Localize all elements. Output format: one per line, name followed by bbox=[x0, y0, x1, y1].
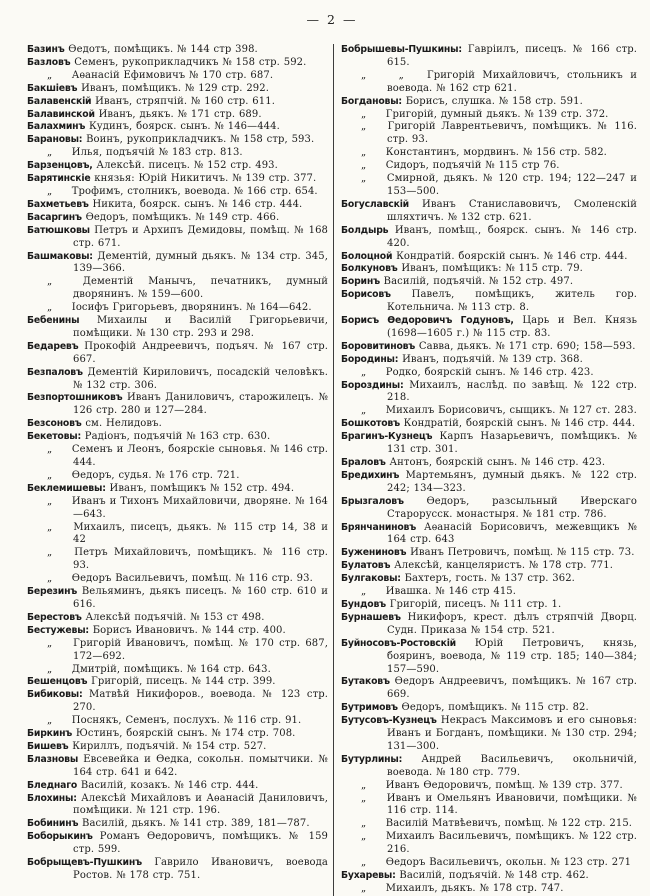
index-entry bbox=[341, 754, 637, 780]
entry-text: Илья, подъячій № 183 стр. 813. bbox=[71, 147, 243, 159]
index-entry bbox=[27, 483, 328, 496]
entry-headword: Батюшковы bbox=[27, 224, 90, 236]
index-entry bbox=[341, 289, 637, 315]
entry-text: Царь и Вел. Князь (1698—1605 г.) № 115 стр. 83. bbox=[387, 315, 638, 339]
index-entry bbox=[27, 173, 328, 186]
index-entry bbox=[27, 728, 328, 741]
entry-headword: Бестужевы: bbox=[27, 624, 89, 636]
ditto-mark: „ bbox=[361, 586, 366, 598]
entry-text: Василій, подъячій. № 148 стр. 462. bbox=[399, 870, 589, 881]
ditto-mark: „ „ bbox=[361, 69, 404, 81]
ditto-mark: „ bbox=[47, 276, 52, 288]
entry-headword: Балавенскій bbox=[27, 95, 92, 107]
ditto-mark: „ bbox=[361, 792, 366, 804]
index-entry bbox=[27, 83, 328, 96]
ditto-mark: „ bbox=[361, 366, 366, 378]
entry-text: Алексѣй. писецъ. № 152 стр. 493. bbox=[96, 160, 278, 172]
ditto-mark: „ bbox=[47, 69, 52, 81]
index-entry bbox=[341, 160, 637, 173]
index-entry bbox=[27, 96, 328, 109]
index-entry bbox=[27, 470, 328, 483]
entry-headword: Бакшіевъ bbox=[27, 82, 78, 94]
ditto-mark: „ bbox=[47, 185, 52, 197]
entry-text: Иванъ, помѣщ., боярск. сынъ. № 146 стр. 420. bbox=[387, 224, 638, 249]
entry-text: Григорій, писецъ. № 111 стр. 1. bbox=[389, 598, 562, 610]
entry-text: Кудинъ, боярск. сынъ. № 146—444. bbox=[88, 121, 280, 133]
entry-text: Радіонъ, подъячій № 163 стр. 630. bbox=[84, 431, 271, 443]
index-entry bbox=[341, 96, 637, 109]
entry-headword: Бурнашевъ bbox=[341, 611, 401, 623]
entry-headword: Безпаловъ bbox=[27, 366, 83, 378]
index-entry bbox=[341, 780, 637, 793]
entry-text: Ивашка. № 146 стр 415. bbox=[385, 586, 517, 598]
index-entry bbox=[341, 405, 637, 418]
entry-text: Вельяминъ, дьякъ писецъ. № 160 стр. 610 и 616. bbox=[73, 586, 329, 610]
index-entry bbox=[341, 715, 637, 754]
index-entry bbox=[27, 315, 328, 341]
entry-text: Григорій Михайловичъ, стольникъ и воевода. № 162 стр 621. bbox=[387, 69, 637, 94]
entry-text: Иванъ, подъячій. № 139 стр. 368. bbox=[402, 353, 583, 365]
index-column-right bbox=[334, 44, 637, 896]
entry-text: Петръ Михайловичъ, помѣщикъ. № 116 стр. 93. bbox=[73, 547, 328, 572]
entry-text: Трофимъ, столникъ, воевода. № 166 стр. 654. bbox=[71, 185, 318, 197]
entry-headword: Бужениновъ bbox=[341, 547, 407, 559]
ditto-mark: „ bbox=[47, 547, 52, 559]
index-entry bbox=[27, 147, 328, 160]
entry-headword: Бибиковы: bbox=[27, 689, 83, 701]
entry-headword: Бедаревъ bbox=[27, 340, 79, 352]
index-entry bbox=[27, 612, 328, 625]
entry-text: Иванъ Петровичъ, помѣщ. № 115 стр. 73. bbox=[410, 547, 635, 559]
ditto-mark: „ bbox=[47, 521, 52, 533]
entry-headword: Бутримовъ bbox=[341, 702, 398, 714]
entry-text: Дементій Манычъ, печатникъ, думный дворянинъ. № 159—600. bbox=[73, 276, 329, 301]
entry-headword: Басаргинъ bbox=[27, 211, 82, 223]
index-entry bbox=[341, 857, 637, 870]
index-entry bbox=[341, 225, 637, 251]
entry-text: см. Нелидовъ. bbox=[85, 418, 162, 430]
entry-text: Иванъ, помѣщикъ. № 129 стр. 292. bbox=[81, 82, 269, 94]
entry-headword: Березинъ bbox=[27, 586, 78, 598]
entry-headword: Бобрыщевъ-Пушкинъ bbox=[27, 857, 142, 869]
index-entry bbox=[27, 418, 328, 431]
entry-text: Михаилы и Василій Григорьевичи, помѣщики. № 130 стр. 293 и 298. bbox=[73, 315, 328, 339]
page-number: — 2 — bbox=[306, 12, 358, 27]
index-entry bbox=[341, 199, 637, 225]
entry-text: Юстинъ, боярскій сынъ. № 174 стр. 708. bbox=[75, 728, 296, 740]
entry-text: Сидоръ, подъячій № 115 стр 76. bbox=[385, 160, 560, 172]
ditto-mark: „ bbox=[361, 121, 366, 133]
entry-text: Михаилъ, писецъ, дьякъ. № 115 стр 14, 38 и 42 bbox=[73, 521, 328, 546]
index-entry bbox=[27, 302, 328, 315]
entry-text: Ѳедоръ, помѣщикъ. № 115 стр. 82. bbox=[401, 702, 589, 714]
ditto-mark: „ bbox=[47, 663, 52, 675]
index-entry bbox=[341, 380, 637, 406]
index-entry bbox=[341, 870, 637, 883]
index-entry bbox=[341, 496, 637, 522]
index-entry bbox=[27, 392, 328, 418]
index-entry bbox=[27, 676, 328, 689]
entry-headword: Бредихинъ bbox=[341, 469, 400, 481]
entry-headword: Богдановы: bbox=[341, 95, 402, 107]
entry-text: Михаилъ Васильевичъ, помѣщикъ. № 122 стр. 216. bbox=[386, 831, 637, 856]
entry-text: Аѳанасій Ефимовичъ № 170 стр. 687. bbox=[71, 69, 274, 81]
entry-headword: Барзенцовъ, bbox=[27, 160, 93, 172]
entry-text: Аѳанасій Борисовичъ, межевщикъ № 164 стр. 643 bbox=[387, 521, 638, 546]
entry-text: Иванъ, дьякъ. № 171 стр. 689. bbox=[98, 108, 262, 120]
entry-text: Никифоръ, крест. дѣлъ стряпчій Дворц. Судн. Приказа № 154 стр. 521. bbox=[387, 611, 638, 636]
index-entry bbox=[27, 367, 328, 393]
index-entry bbox=[27, 831, 328, 857]
entry-headword: Бобрышевы-Пушкины: bbox=[341, 44, 462, 55]
ditto-mark: „ bbox=[47, 715, 52, 727]
entry-text: Савва, дьякъ. № 171 стр. 690; 158—593. bbox=[418, 340, 636, 352]
entry-text: Иванъ и Омельянъ Ивановичи, помѣщики. № 116 стр. 114. bbox=[386, 792, 638, 817]
index-entry bbox=[341, 818, 637, 831]
entry-headword: Бородины: bbox=[341, 353, 399, 365]
ditto-mark: „ bbox=[47, 147, 52, 159]
index-entry bbox=[27, 199, 328, 212]
entry-text: Ѳедоръ Андреевичъ, помѣщикъ. № 167 стр. 669. bbox=[387, 676, 637, 701]
entry-text: Поснякъ, Семенъ, послухъ. № 116 стр. 91. bbox=[71, 715, 302, 727]
entry-headword: Борисовъ bbox=[341, 289, 391, 301]
entry-headword: Бутусовъ-Кузнецъ bbox=[341, 715, 437, 727]
index-entry bbox=[341, 702, 637, 715]
entry-headword: Бутурлины: bbox=[341, 753, 403, 765]
entry-text: Кондратій. боярскій сынъ. № 146 стр. 444. bbox=[396, 250, 628, 262]
entry-headword: Болкуновъ bbox=[341, 263, 398, 275]
index-entry bbox=[341, 573, 637, 586]
entry-headword: Безсоновъ bbox=[27, 418, 82, 430]
index-column-left bbox=[27, 44, 334, 896]
entry-headword: Балахминъ bbox=[27, 121, 86, 133]
entry-text: Петръ и Архипъ Демидовы, помѣщ. № 168 стр. 671. bbox=[73, 224, 328, 249]
index-entry bbox=[27, 109, 328, 122]
ditto-mark: „ bbox=[361, 160, 366, 172]
index-entry bbox=[27, 818, 328, 831]
entry-text: Михаилъ Борисовичъ, сыщикъ. № 127 ст. 283. bbox=[385, 405, 637, 417]
entry-headword: Буйносовъ-Ростовскій bbox=[341, 637, 456, 649]
ditto-mark: „ bbox=[47, 573, 52, 585]
entry-text: Бахтеръ, гость. № 137 стр. 362. bbox=[404, 573, 575, 585]
entry-text: Ѳедоръ, разсыльный Иверскаго Старорусск. монастыря. № 181 стр. 786. bbox=[387, 495, 637, 520]
entry-headword: Биркинъ bbox=[27, 728, 73, 740]
index-entry bbox=[341, 612, 637, 638]
index-entry bbox=[341, 560, 637, 573]
entry-headword: Бухаревы: bbox=[341, 870, 396, 881]
entry-text: Иванъ Ѳедоровичъ, помѣщ. № 139 стр. 377. bbox=[385, 779, 623, 791]
entry-text: Иванъ, помѣщикъ № 152 стр. 494. bbox=[109, 482, 295, 494]
entry-text: Ѳедоръ, помѣщикъ. № 149 стр. 466. bbox=[85, 211, 280, 223]
entry-text: Дементій, думный дьякъ. № 134 стр. 345, 139—366. bbox=[73, 250, 328, 275]
index-entry bbox=[27, 573, 328, 586]
entry-headword: Брызгаловъ bbox=[341, 495, 404, 507]
index-entry bbox=[27, 186, 328, 199]
index-entry bbox=[341, 315, 637, 341]
entry-text: Алексѣй, канцеляристъ. № 178 стр. 771. bbox=[394, 560, 613, 572]
entry-headword: Бекетовы: bbox=[27, 431, 81, 443]
entry-headword: Брагинъ-Кузнецъ bbox=[341, 431, 433, 443]
entry-headword: Бундовъ bbox=[341, 598, 386, 610]
index-entry bbox=[27, 496, 328, 522]
entry-text: Карпъ Назарьевичъ, помѣщикъ. № 131 стр. 301. bbox=[387, 431, 638, 456]
index-entry bbox=[341, 793, 637, 819]
entry-headword: Барятинскіе bbox=[27, 173, 91, 185]
index-entry bbox=[27, 212, 328, 225]
entry-headword: Бутаковъ bbox=[341, 676, 390, 688]
entry-headword: Богуславскій bbox=[341, 198, 409, 210]
entry-headword: Бороздины: bbox=[341, 379, 404, 391]
entry-text: Алексѣй Михайловъ и Аѳанасій Даниловичъ, помѣщики. № 121 стр. 196. bbox=[73, 792, 329, 817]
entry-text: Константинъ, мордвинъ. № 156 стр. 582. bbox=[385, 147, 607, 159]
index-entry bbox=[341, 367, 637, 380]
entry-text: Некрасъ Максимовъ и его сыновья: Иванъ и Богданъ, помѣщики. № 130 стр. 294; 131—300. bbox=[387, 715, 637, 752]
entry-headword: Боринъ bbox=[341, 276, 380, 288]
index-entry bbox=[341, 173, 637, 199]
index-entry bbox=[27, 431, 328, 444]
index-entry bbox=[341, 599, 637, 612]
entry-text: Михаилъ, наслѣд. по завѣщ. № 122 стр. 218. bbox=[387, 379, 637, 404]
index-entry bbox=[27, 793, 328, 819]
entry-text: Семенъ и Леонъ, боярскіе сыновья. № 146 стр. 444. bbox=[71, 444, 328, 468]
index-entry bbox=[341, 431, 637, 457]
index-entry bbox=[27, 780, 328, 793]
entry-headword: Блохины: bbox=[27, 792, 77, 804]
entry-headword: Берестовъ bbox=[27, 611, 82, 623]
entry-text: Кондратій, боярскій сынъ. № 146 стр. 444. bbox=[403, 418, 636, 430]
entry-text: князья: Юрій Никитичъ. № 139 стр. 377. bbox=[94, 173, 317, 185]
entry-text: Борисъ Ивановичъ. № 144 стр. 400. bbox=[92, 624, 286, 636]
entry-text: Ѳедоръ Васильевичъ, окольн. № 123 стр. 271 bbox=[385, 857, 632, 869]
index-entry bbox=[27, 522, 328, 548]
ditto-mark: „ bbox=[361, 818, 366, 830]
index-entry bbox=[341, 70, 637, 96]
ditto-mark: „ bbox=[361, 405, 366, 417]
entry-text: Смирной, дьякъ. № 120 стр. 194; 122—247 и 153—500. bbox=[386, 173, 637, 197]
entry-headword: Бебенины bbox=[27, 315, 80, 327]
entry-text: Григорій Ивановичъ, помѣщ. № 170 стр. 687, 172—692. bbox=[73, 637, 328, 662]
index-entry bbox=[27, 444, 328, 470]
index-columns bbox=[27, 44, 637, 896]
ditto-mark: „ bbox=[361, 779, 366, 791]
index-entry bbox=[27, 134, 328, 147]
index-entry bbox=[27, 121, 328, 134]
entry-text: Ѳедоръ, судья. № 176 стр. 721. bbox=[71, 469, 240, 481]
entry-text: Гавріилъ, писецъ. № 166 стр. 615. bbox=[387, 44, 637, 68]
index-entry bbox=[341, 263, 637, 276]
entry-headword: Базловъ bbox=[27, 56, 71, 68]
index-entry bbox=[341, 354, 637, 367]
entry-text: Иванъ, стряпчій. № 160 стр. 611. bbox=[95, 95, 275, 107]
ditto-mark: „ bbox=[361, 147, 366, 159]
index-entry bbox=[341, 121, 637, 147]
entry-text: Ѳедоръ Васильевичъ, помѣщ. № 116 стр. 93. bbox=[71, 573, 313, 585]
entry-headword: Барановы: bbox=[27, 134, 83, 146]
index-entry bbox=[27, 547, 328, 573]
entry-text: Иванъ и Тихонъ Михайловичи, дворяне. № 164—643. bbox=[71, 495, 328, 520]
index-entry bbox=[341, 341, 637, 354]
entry-text: Гаврило Ивановичъ, воевода Ростов. № 178 стр. 751. bbox=[73, 857, 328, 881]
index-entry bbox=[341, 418, 637, 431]
entry-headword: Боборыкинъ bbox=[27, 831, 93, 843]
index-entry bbox=[27, 57, 328, 70]
index-entry bbox=[341, 522, 637, 548]
entry-text: Матвѣй Никифоров., воевода. № 123 стр. 270. bbox=[73, 689, 328, 714]
entry-headword: Борисъ Ѳедоровичъ Годуновъ, bbox=[341, 315, 514, 327]
entry-text: Василій Матвѣевичъ, помѣщ. № 122 стр. 215. bbox=[385, 818, 633, 830]
index-entry bbox=[341, 44, 637, 70]
entry-headword: Бахметьевъ bbox=[27, 198, 89, 210]
index-entry bbox=[27, 625, 328, 638]
entry-headword: Булгаковы: bbox=[341, 573, 401, 585]
entry-headword: Боровитиновъ bbox=[341, 340, 416, 352]
index-entry bbox=[27, 160, 328, 173]
entry-headword: Базинъ bbox=[27, 44, 65, 55]
index-entry bbox=[341, 831, 637, 857]
index-entry bbox=[341, 109, 637, 122]
entry-text: Михаилъ, дьякъ. № 178 стр. 747. bbox=[385, 882, 564, 894]
entry-headword: Балавинской bbox=[27, 108, 95, 120]
ditto-mark: „ bbox=[47, 302, 52, 314]
entry-headword: Булатовъ bbox=[341, 560, 391, 572]
ditto-mark: „ bbox=[361, 857, 366, 869]
entry-text: Григорій Лаврентьевичъ, помѣщикъ. № 116. стр. 93. bbox=[387, 121, 637, 146]
index-entry bbox=[27, 276, 328, 302]
entry-text: Иванъ Даниловичъ, старожилецъ. № 126 стр. 280 и 127—284. bbox=[73, 392, 329, 417]
entry-headword: Безпортошниковъ bbox=[27, 392, 123, 404]
entry-text: Евсевейка и Ѳедка, сокольн. помытчики. № 164 стр. 641 и 642. bbox=[73, 753, 328, 778]
entry-text: Григорій, писецъ. № 144 стр. 399. bbox=[91, 676, 276, 688]
index-entry bbox=[341, 457, 637, 470]
ditto-mark: „ bbox=[47, 637, 52, 649]
entry-text: Родко, боярскій сынъ. № 146 стр. 423. bbox=[385, 366, 594, 378]
entry-text: Дмитрій, помѣщикъ. № 164 стр. 643. bbox=[71, 663, 271, 675]
index-entry bbox=[27, 664, 328, 677]
ditto-mark: „ bbox=[47, 444, 52, 456]
index-entry bbox=[341, 547, 637, 560]
entry-text: Василій, дьякъ. № 141 стр. 389, 181—787. bbox=[82, 818, 310, 830]
entry-headword: Беклемишевы: bbox=[27, 482, 106, 494]
ditto-mark: „ bbox=[361, 831, 366, 843]
index-entry bbox=[27, 586, 328, 612]
entry-text: Ѳедотъ, помѣщикъ. № 144 стр 398. bbox=[68, 44, 258, 55]
index-entry bbox=[341, 676, 637, 702]
entry-text: Василій, подъячій. № 152 стр. 497. bbox=[383, 276, 574, 288]
entry-text: Антонъ, боярскій сынъ. № 146 стр. 423. bbox=[389, 457, 606, 468]
ditto-mark: „ bbox=[361, 173, 366, 185]
ditto-mark: „ bbox=[361, 108, 366, 120]
entry-headword: Бешенцовъ bbox=[27, 676, 88, 688]
entry-headword: Брянчаниновъ bbox=[341, 521, 417, 533]
entry-text: Прокофій Андреевичъ, подъяч. № 167 стр. 667. bbox=[73, 340, 328, 365]
ditto-mark: „ bbox=[47, 469, 52, 481]
entry-text: Кириллъ, подъячій. № 154 стр. 527. bbox=[72, 740, 267, 752]
index-entry bbox=[27, 715, 328, 728]
entry-text: Иванъ Станиславовичъ, Смоленскій шляхтичъ. № 132 стр. 621. bbox=[387, 198, 637, 223]
index-entry bbox=[341, 147, 637, 160]
index-entry bbox=[27, 44, 328, 57]
index-entry bbox=[341, 883, 637, 896]
entry-text: Алексѣй подъячій. № 153 ст 498. bbox=[85, 611, 265, 623]
index-entry bbox=[27, 638, 328, 664]
entry-text: Иванъ, помѣщикъ: № 115 стр. 79. bbox=[401, 263, 583, 275]
index-entry bbox=[27, 689, 328, 715]
entry-headword: Браловъ bbox=[341, 457, 386, 468]
entry-text: Павелъ, помѣщикъ, житель гор. Котельнича. № 113 стр. 8. bbox=[387, 289, 638, 314]
entry-text: Семенъ, рукоприкладчикъ № 158 стр. 592. bbox=[74, 56, 307, 68]
entry-headword: Бошкотовъ bbox=[341, 418, 400, 430]
entry-headword: Бледнаго bbox=[27, 779, 78, 791]
entry-text: Дементій Кириловичъ, посадскій человѣкъ. № 132 стр. 306. bbox=[73, 366, 329, 391]
index-entry bbox=[27, 251, 328, 277]
ditto-mark: „ bbox=[361, 882, 366, 894]
index-entry bbox=[341, 470, 637, 496]
entry-text: Мартемьянъ, думный дьякъ. № 122 стр. 242; 134—323. bbox=[387, 469, 637, 494]
entry-text: Василій, козакъ. № 146 стр. 444. bbox=[80, 779, 259, 791]
entry-text: Никита, боярск. сынъ. № 146 стр. 444. bbox=[92, 198, 303, 210]
entry-text: Борисъ, слушка. № 158 стр. 591. bbox=[405, 95, 583, 107]
entry-text: Іосифъ Григорьевъ, дворянинъ. № 164—642. bbox=[71, 302, 312, 314]
entry-headword: Болоцной bbox=[341, 250, 393, 262]
entry-headword: Башмаковы: bbox=[27, 250, 93, 262]
index-entry bbox=[27, 341, 328, 367]
index-entry bbox=[27, 225, 328, 251]
entry-text: Воинъ, рукоприкладчикъ. № 158 стр, 593. bbox=[86, 134, 315, 146]
index-entry bbox=[341, 638, 637, 677]
index-entry bbox=[27, 857, 328, 883]
entry-headword: Блазновы bbox=[27, 753, 79, 765]
entry-text: Юрій Петровичъ, князь, бояринъ, воевода, № 119 стр. 185; 140—384; 157—590. bbox=[387, 637, 637, 675]
ditto-mark: „ bbox=[47, 495, 52, 507]
index-entry bbox=[341, 276, 637, 289]
entry-headword: Болдырь bbox=[341, 224, 389, 236]
index-entry bbox=[27, 741, 328, 754]
index-entry bbox=[27, 754, 328, 780]
entry-headword: Бобининъ bbox=[27, 818, 79, 830]
index-entry bbox=[341, 251, 637, 264]
index-entry bbox=[27, 70, 328, 83]
entry-text: Андрей Васильевичъ, окольничій, воевода. № 180 стр. 779. bbox=[387, 753, 637, 778]
entry-text: Григорій, думный дьякъ. № 139 стр. 372. bbox=[385, 108, 609, 120]
entry-headword: Бишевъ bbox=[27, 740, 69, 752]
entry-text: Романъ Ѳедоровичъ, помѣщикъ. № 159 стр. 599. bbox=[73, 831, 328, 856]
index-entry bbox=[341, 586, 637, 599]
